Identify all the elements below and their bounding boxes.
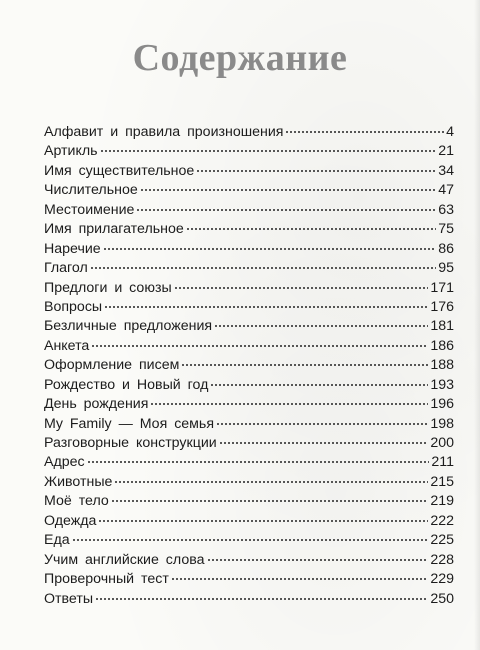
toc-entry-title: Безличные предложения: [44, 318, 213, 335]
toc-entry: [44, 143, 454, 162]
dot-leader: [214, 318, 428, 328]
toc-entry-title: Оформление писем: [44, 357, 180, 374]
toc-entry: [44, 396, 454, 415]
toc-entry-title: Адрес: [44, 454, 85, 471]
dot-leader: [140, 182, 436, 192]
toc-entry-page-number: 188: [430, 357, 454, 374]
toc-entry-page-number: 171: [430, 279, 454, 296]
toc-entry-page-number: 86: [438, 240, 454, 257]
toc-entry: [44, 241, 454, 260]
toc-entry-title: Артикль: [44, 143, 98, 160]
dot-leader: [181, 357, 428, 367]
toc-entry-title: Алфавит и правила произношения: [44, 124, 284, 140]
toc-entry: [44, 377, 454, 396]
toc-entry-title: Глагол: [44, 260, 88, 277]
toc-entry-title: Еда: [44, 532, 70, 549]
toc-entry-page-number: 250: [430, 590, 454, 607]
toc-entry: [44, 202, 454, 221]
dot-leader: [174, 280, 429, 290]
table-of-contents: [44, 124, 454, 610]
dot-leader: [171, 571, 429, 581]
toc-entry-page-number: 181: [430, 318, 454, 335]
toc-entry-page-number: 176: [430, 298, 454, 315]
page-edge-shadow: [474, 0, 480, 650]
toc-entry-page-number: 47: [438, 182, 454, 199]
toc-entry-page-number: 4: [446, 124, 454, 140]
toc-entry: [44, 163, 454, 182]
toc-entry: [44, 416, 454, 435]
toc-entry: [44, 591, 454, 610]
dot-leader: [285, 124, 444, 134]
toc-entry: [44, 454, 454, 473]
toc-entry-page-number: 211: [431, 454, 454, 471]
toc-entry: [44, 474, 454, 493]
toc-entry-title: Наречие: [44, 240, 101, 257]
toc-entry-title: День рождения: [44, 396, 149, 413]
toc-entry-page-number: 219: [430, 493, 454, 510]
toc-entry-title: Вопросы: [44, 298, 103, 315]
toc-entry-title: My Family — Моя семья: [44, 415, 215, 432]
dot-leader: [216, 416, 428, 426]
toc-entry: [44, 260, 454, 279]
dot-leader: [98, 513, 428, 523]
dot-leader: [207, 552, 429, 562]
dot-leader: [95, 591, 428, 601]
dot-leader: [103, 241, 437, 251]
toc-entry-title: Числительное: [44, 182, 138, 199]
toc-entry: [44, 532, 454, 551]
toc-entry: [44, 435, 454, 454]
dot-leader: [104, 299, 428, 309]
toc-entry: [44, 571, 454, 590]
toc-entry-title: Проверочный тест: [44, 571, 169, 588]
toc-entry-page-number: 193: [430, 376, 454, 393]
toc-entry: [44, 124, 454, 143]
toc-entry: [44, 299, 454, 318]
toc-entry: [44, 513, 454, 532]
toc-entry-page-number: 75: [438, 221, 454, 238]
dot-leader: [111, 493, 429, 503]
toc-entry: [44, 493, 454, 512]
toc-entry-page-number: 229: [430, 571, 454, 588]
toc-entry-page-number: 222: [430, 512, 454, 529]
toc-entry-title: Предлоги и союзы: [44, 279, 172, 296]
dot-leader: [219, 435, 429, 445]
dot-leader: [90, 260, 436, 270]
toc-entry-title: Одежда: [44, 512, 97, 529]
toc-entry-title: Разговорные конструкции: [44, 435, 217, 451]
toc-entry-page-number: 63: [438, 201, 454, 218]
toc-entry-page-number: 225: [430, 532, 454, 549]
toc-entry: [44, 552, 454, 571]
toc-entry: [44, 221, 454, 240]
toc-entry-page-number: 200: [430, 435, 454, 451]
dot-leader: [91, 338, 428, 348]
dot-leader: [136, 202, 436, 212]
toc-entry-title: Животные: [44, 473, 113, 490]
dot-leader: [150, 396, 428, 406]
toc-entry-page-number: 198: [430, 415, 454, 432]
toc-entry-page-number: 186: [430, 337, 454, 354]
dot-leader: [196, 163, 436, 173]
toc-entry-page-number: 95: [438, 260, 454, 277]
toc-entry-title: Рождество и Новый год: [44, 376, 209, 393]
toc-entry-page-number: 196: [430, 396, 454, 413]
dot-leader: [114, 474, 428, 484]
page-title: Содержание: [132, 37, 348, 79]
toc-entry-title: Анкета: [44, 337, 90, 354]
toc-entry-page-number: 228: [430, 551, 454, 568]
dot-leader: [210, 377, 428, 387]
toc-entry: [44, 338, 454, 357]
toc-entry: [44, 280, 454, 299]
toc-entry-title: Имя прилагательное: [44, 221, 184, 238]
toc-entry-title: Имя существительное: [44, 162, 195, 179]
toc-entry-page-number: 34: [438, 162, 454, 179]
toc-entry: [44, 318, 454, 337]
dot-leader: [100, 143, 437, 153]
dot-leader: [186, 221, 436, 231]
toc-entry-page-number: 21: [438, 143, 454, 160]
toc-entry-title: Ответы: [44, 590, 94, 607]
toc-entry: [44, 182, 454, 201]
dot-leader: [72, 532, 429, 542]
toc-entry: [44, 357, 454, 376]
dot-leader: [87, 454, 430, 464]
toc-entry-page-number: 215: [430, 473, 454, 490]
toc-entry-title: Местоимение: [44, 201, 135, 218]
toc-entry-title: Учим английские слова: [44, 551, 205, 568]
toc-entry-title: Моё тело: [44, 493, 109, 510]
